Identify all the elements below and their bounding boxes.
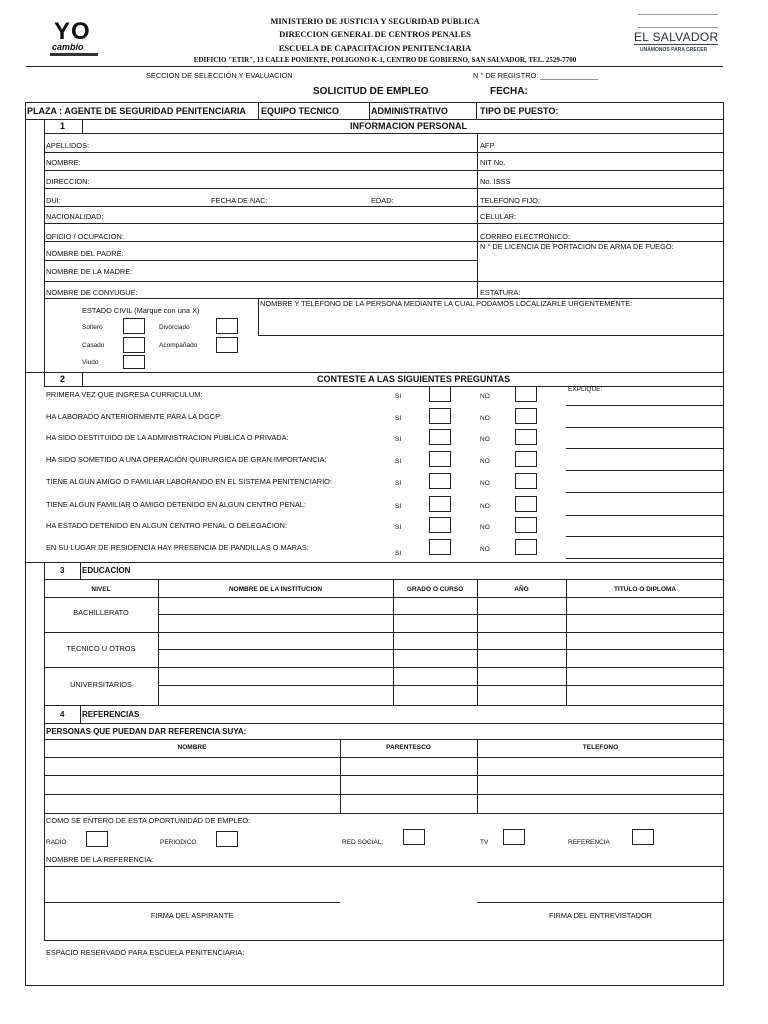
como-se-entero-label: COMO SE ENTERO DE ESTA OPORTUNIDAD DE EMPLEO:: [46, 816, 251, 825]
si-checkbox[interactable]: [429, 496, 451, 512]
s1-line-4: [44, 206, 724, 207]
plaza-divider-3: [476, 102, 477, 119]
logo-sub-text: cambio: [52, 42, 84, 52]
licencia-label: N ° DE LICENCIA DE PORTACION DE ARMA DE FUEGO:: [480, 242, 674, 251]
s2-bottom: [25, 562, 724, 563]
radio-label: RADIO: [46, 839, 67, 846]
registro-label: N ° DE REGISTRO: ______________: [473, 71, 598, 80]
nombre-referencia-label: NOMBRE DE LA REFERENCIA:: [46, 855, 154, 864]
edu-group-1: [44, 632, 724, 633]
edu-col-nivel: NIVEL: [91, 586, 111, 593]
apellidos-label: APELLIDOS:: [46, 141, 90, 150]
admin-label: ADMINISTRATIVO: [371, 106, 448, 116]
ref-header-top: [44, 739, 724, 740]
s3-title: EDUCACION: [82, 566, 131, 575]
casado-checkbox[interactable]: [123, 337, 145, 353]
estatura-label: ESTATURA:: [480, 288, 521, 297]
dui-label: DUI:: [46, 196, 61, 205]
casado-label: Casado: [82, 342, 105, 349]
si-checkbox[interactable]: [429, 539, 451, 555]
contacto-bottom: [258, 335, 724, 336]
edu-row-a: [158, 614, 724, 615]
plaza-row-bottom: [25, 119, 724, 120]
s3-title-bottom: [44, 579, 724, 580]
conyugue-label: NOMBRE DE CONYUGUE:: [46, 288, 138, 297]
firma-aspirante-line: [44, 902, 340, 903]
logo-bar: [50, 53, 98, 56]
no-checkbox[interactable]: [515, 386, 537, 402]
acompanado-checkbox[interactable]: [216, 337, 238, 353]
red-social-label: RED SOCIAL:: [342, 839, 384, 846]
question-text: HA LABORADO ANTERIORMENTE PARA LA DGCP:: [46, 412, 223, 421]
tv-label: TV: [480, 839, 489, 846]
no-label: NO: [480, 546, 490, 553]
s1-line-2: [44, 170, 724, 171]
edu-col-ano: AÑO: [514, 586, 529, 593]
edad-label: EDAD:: [371, 196, 394, 205]
el-salvador-logo: [630, 14, 720, 56]
explique-label: EXPLIQUE:: [568, 386, 603, 393]
si-checkbox[interactable]: [429, 408, 451, 424]
s1-right-col: [477, 133, 478, 299]
no-label: NO: [480, 436, 490, 443]
s1-line-7: [44, 260, 477, 261]
si-label: SI: [395, 415, 402, 422]
no-checkbox[interactable]: [515, 408, 537, 424]
telefono-fijo-label: TELEFONO FIJO:: [480, 196, 540, 205]
edu-header-bottom: [44, 597, 724, 598]
plaza-divider-1: [258, 102, 259, 119]
s3-num: 3: [60, 566, 65, 575]
no-checkbox[interactable]: [515, 539, 537, 555]
celular-label: CELULAR:: [480, 212, 517, 221]
tv-checkbox[interactable]: [503, 829, 525, 845]
firma-entrevistador-label: FIRMA DEL ENTREVISTADOR: [548, 911, 653, 920]
edu-col-institucion: NOMBRE DE LA INSTITUCION: [228, 586, 323, 593]
question-text: TIENE ALGUN AMIGO O FAMILIAR LABORANDO EN EL SISTEMA PENITENCIARIO:: [46, 477, 332, 486]
edu-level-tecnico: TECNICO U OTROS: [66, 644, 136, 653]
s2-title: CONTESTE A LAS SIGUIENTES PREGUNTAS: [317, 374, 511, 384]
si-checkbox[interactable]: [429, 429, 451, 445]
nit-label: NIT No.: [480, 158, 506, 167]
no-label: NO: [480, 415, 490, 422]
explique-line: [566, 470, 724, 471]
oficio-label: OFICIO / OCUPACION:: [46, 232, 124, 241]
yo-cambio-logo: [46, 18, 102, 58]
correo-label: CORREO ELECTRONICO:: [480, 232, 570, 241]
edu-col-grado: GRADO O CURSO: [406, 586, 464, 593]
form-title: SOLICITUD DE EMPLEO: [313, 86, 429, 97]
s4-num-divider: [80, 705, 81, 724]
si-label: SI: [395, 393, 402, 400]
header-line-1: MINISTERIO DE JUSTICIA Y SEGURIDAD PUBLICA: [270, 16, 480, 26]
edu-level-bachillerato: BACHILLERATO: [73, 608, 129, 617]
s1-line-1: [44, 152, 724, 153]
s4-num: 4: [60, 710, 65, 719]
plaza-divider-2: [369, 102, 370, 119]
si-checkbox[interactable]: [429, 517, 451, 533]
nombre-ref-line: [44, 866, 724, 867]
no-label: NO: [480, 480, 490, 487]
question-text: EN SU LUGAR DE RESIDENCIA HAY PRESENCIA DE PANDILLAS O MARAS:: [46, 543, 309, 552]
radio-checkbox[interactable]: [86, 831, 108, 847]
si-label: SI: [395, 458, 402, 465]
edu-group-2: [44, 667, 724, 668]
soltero-checkbox[interactable]: [123, 318, 145, 334]
direccion-label: DIRECCION:: [46, 177, 90, 186]
s1-num: 1: [60, 121, 66, 131]
no-checkbox[interactable]: [515, 496, 537, 512]
viudo-label: Viudo: [82, 359, 99, 366]
si-checkbox[interactable]: [429, 386, 451, 402]
section-label: SECCION DE SELECCIÓN Y EVALUACION: [146, 71, 293, 80]
si-label: SI: [395, 503, 402, 510]
s1-num-divider: [82, 119, 83, 133]
no-checkbox[interactable]: [515, 451, 537, 467]
explique-line: [566, 492, 724, 493]
edu-row-b: [158, 649, 724, 650]
acompanado-label: Acompañado: [159, 342, 198, 349]
referencia-label: REFERENCIA: [568, 839, 610, 846]
header-address: EDIFICIO "ETIR", 13 CALLE PONIENTE, POLIGONO K-1, CENTRO DE GOBIERNO, SAN SALVADOR, TEL. 2529-7700: [193, 56, 577, 64]
s2-num-divider: [82, 372, 83, 386]
gov-logo-text: EL SALVADOR: [634, 30, 719, 44]
explique-line: [566, 515, 724, 516]
edu-row-c: [158, 685, 724, 686]
firma-aspirante-label: FIRMA DEL ASPIRANTE: [150, 911, 234, 920]
soltero-label: Soltero: [82, 324, 103, 331]
nombre-label: NOMBRE:: [46, 158, 81, 167]
header-line-2: DIRECCION GENERAL DE CENTROS PENALES: [279, 29, 471, 39]
logo-main-text: YO: [54, 18, 91, 45]
tipo-puesto-label: TIPO DE PUESTO:: [480, 106, 559, 116]
isss-label: No. ISSS: [480, 177, 511, 186]
periodico-checkbox[interactable]: [216, 831, 238, 847]
ref-col-nombre: NOMBRE: [177, 744, 207, 751]
explique-line: [566, 427, 724, 428]
s4-subtitle: PERSONAS QUE PUEDAN DAR REFERENCIA SUYA:: [46, 727, 247, 736]
no-label: NO: [480, 503, 490, 510]
question-text: HA ESTADO DETENIDO EN ALGUN CENTRO PENAL O DELEGACION:: [46, 521, 288, 530]
ref-row-2: [44, 794, 724, 795]
red-social-checkbox[interactable]: [403, 829, 425, 845]
ref-row-1: [44, 775, 724, 776]
referencia-checkbox[interactable]: [632, 829, 654, 845]
s2-title-bottom: [44, 386, 724, 387]
s2-num-left: [44, 372, 45, 386]
gov-slogan: UNÁMONOS PARA CRECER: [640, 47, 708, 53]
firma-entrevistador-line: [477, 902, 724, 903]
s4-left-margin: [44, 705, 45, 940]
s2-num: 2: [60, 374, 66, 384]
si-label: SI: [395, 480, 402, 487]
s4-title: REFERENCIAS: [82, 710, 140, 719]
s1-line-3: [44, 188, 724, 189]
estado-civil-divider: [258, 298, 259, 335]
si-label: SI: [395, 550, 402, 557]
equipo-label: EQUIPO TECNICO: [261, 106, 340, 116]
question-text: TIENE ALGUN FAMILIAR O AMIGO DETENIDO EN ALGUN CENTRO PENAL:: [46, 500, 306, 509]
explique-line: [566, 536, 724, 537]
contacto-label: NOMBRE Y TELEFONO DE LA PERSONA MEDIANTE LA CUAL PODAMOS LOCALIZARLE URGENTEMENTE:: [260, 299, 633, 308]
explique-line: [566, 558, 724, 559]
fecha-nac-label: FECHA DE NAC:: [211, 196, 268, 205]
gov-logo-underline: [634, 44, 718, 45]
question-text: HA SIDO DESTITUIDO DE LA ADMINISTRACION PUBLICA O PRIVADA:: [46, 433, 289, 442]
no-label: NO: [480, 524, 490, 531]
explique-line: [566, 448, 724, 449]
ref-col-telefono: TELEFONO: [582, 744, 619, 751]
logo-fine-print: [638, 14, 718, 28]
espacio-reservado-label: ESPACIO RESERVADO PARA ESCUELA PENITENCIARIA:: [46, 948, 245, 957]
s1-title-bottom: [44, 133, 724, 134]
edu-col-titulo: TITULO O DIPLOMA: [613, 586, 677, 593]
s3-num-divider: [80, 562, 81, 579]
header-rule: [26, 66, 723, 67]
madre-label: NOMBRE DE LA MADRE:: [46, 267, 133, 276]
s4-title-bottom: [44, 723, 724, 724]
ref-table-bottom: [44, 813, 724, 814]
s1-left-margin: [44, 119, 45, 372]
divorciado-checkbox[interactable]: [216, 318, 238, 334]
padre-label: NOMBRE DEL PADRE:: [46, 249, 124, 258]
plaza-label: PLAZA : AGENTE DE SEGURIDAD PENITENCIARIA: [27, 106, 246, 116]
edu-table-bottom: [44, 705, 724, 706]
no-checkbox[interactable]: [515, 429, 537, 445]
s1-bottom: [25, 372, 724, 373]
no-checkbox[interactable]: [515, 473, 537, 489]
no-checkbox[interactable]: [515, 517, 537, 533]
edu-level-universitarios: UNIVERSITARIOS: [70, 680, 132, 689]
header-line-3: ESCUELA DE CAPACITACION PENITENCIARIA: [278, 43, 472, 53]
estado-civil-label: ESTADO CIVIL (Marque con una X): [82, 306, 200, 315]
ref-col-parentesco: PARENTESCO: [386, 744, 431, 751]
s1-title: INFORMACION PERSONAL: [350, 121, 467, 131]
question-text: HA SIDO SOMETIDO A UNA OPERACIÓN QUIRURGICA DE GRAN IMPORTANCIA:: [46, 455, 327, 464]
fecha-label: FECHA:: [490, 86, 528, 97]
no-label: NO: [480, 393, 490, 400]
s1-line-5: [44, 223, 724, 224]
ref-header-bottom: [44, 757, 724, 758]
si-checkbox[interactable]: [429, 451, 451, 467]
divorciado-label: Divorciado: [159, 324, 190, 331]
nacionalidad-label: NACIONALIDAD:: [46, 212, 104, 221]
firma-row-bottom: [44, 940, 724, 941]
question-text: PRIMERA VEZ QUE INGRESA CURRICULUM:: [46, 390, 203, 399]
s1-line-8: [44, 281, 724, 282]
periodico-label: PERIODICO: [160, 839, 197, 846]
si-label: SI: [395, 524, 402, 531]
si-label: SI: [395, 436, 402, 443]
explique-line: [566, 405, 724, 406]
afp-label: AFP: [480, 141, 495, 150]
viudo-checkbox[interactable]: [123, 355, 145, 369]
si-checkbox[interactable]: [429, 473, 451, 489]
no-label: NO: [480, 458, 490, 465]
